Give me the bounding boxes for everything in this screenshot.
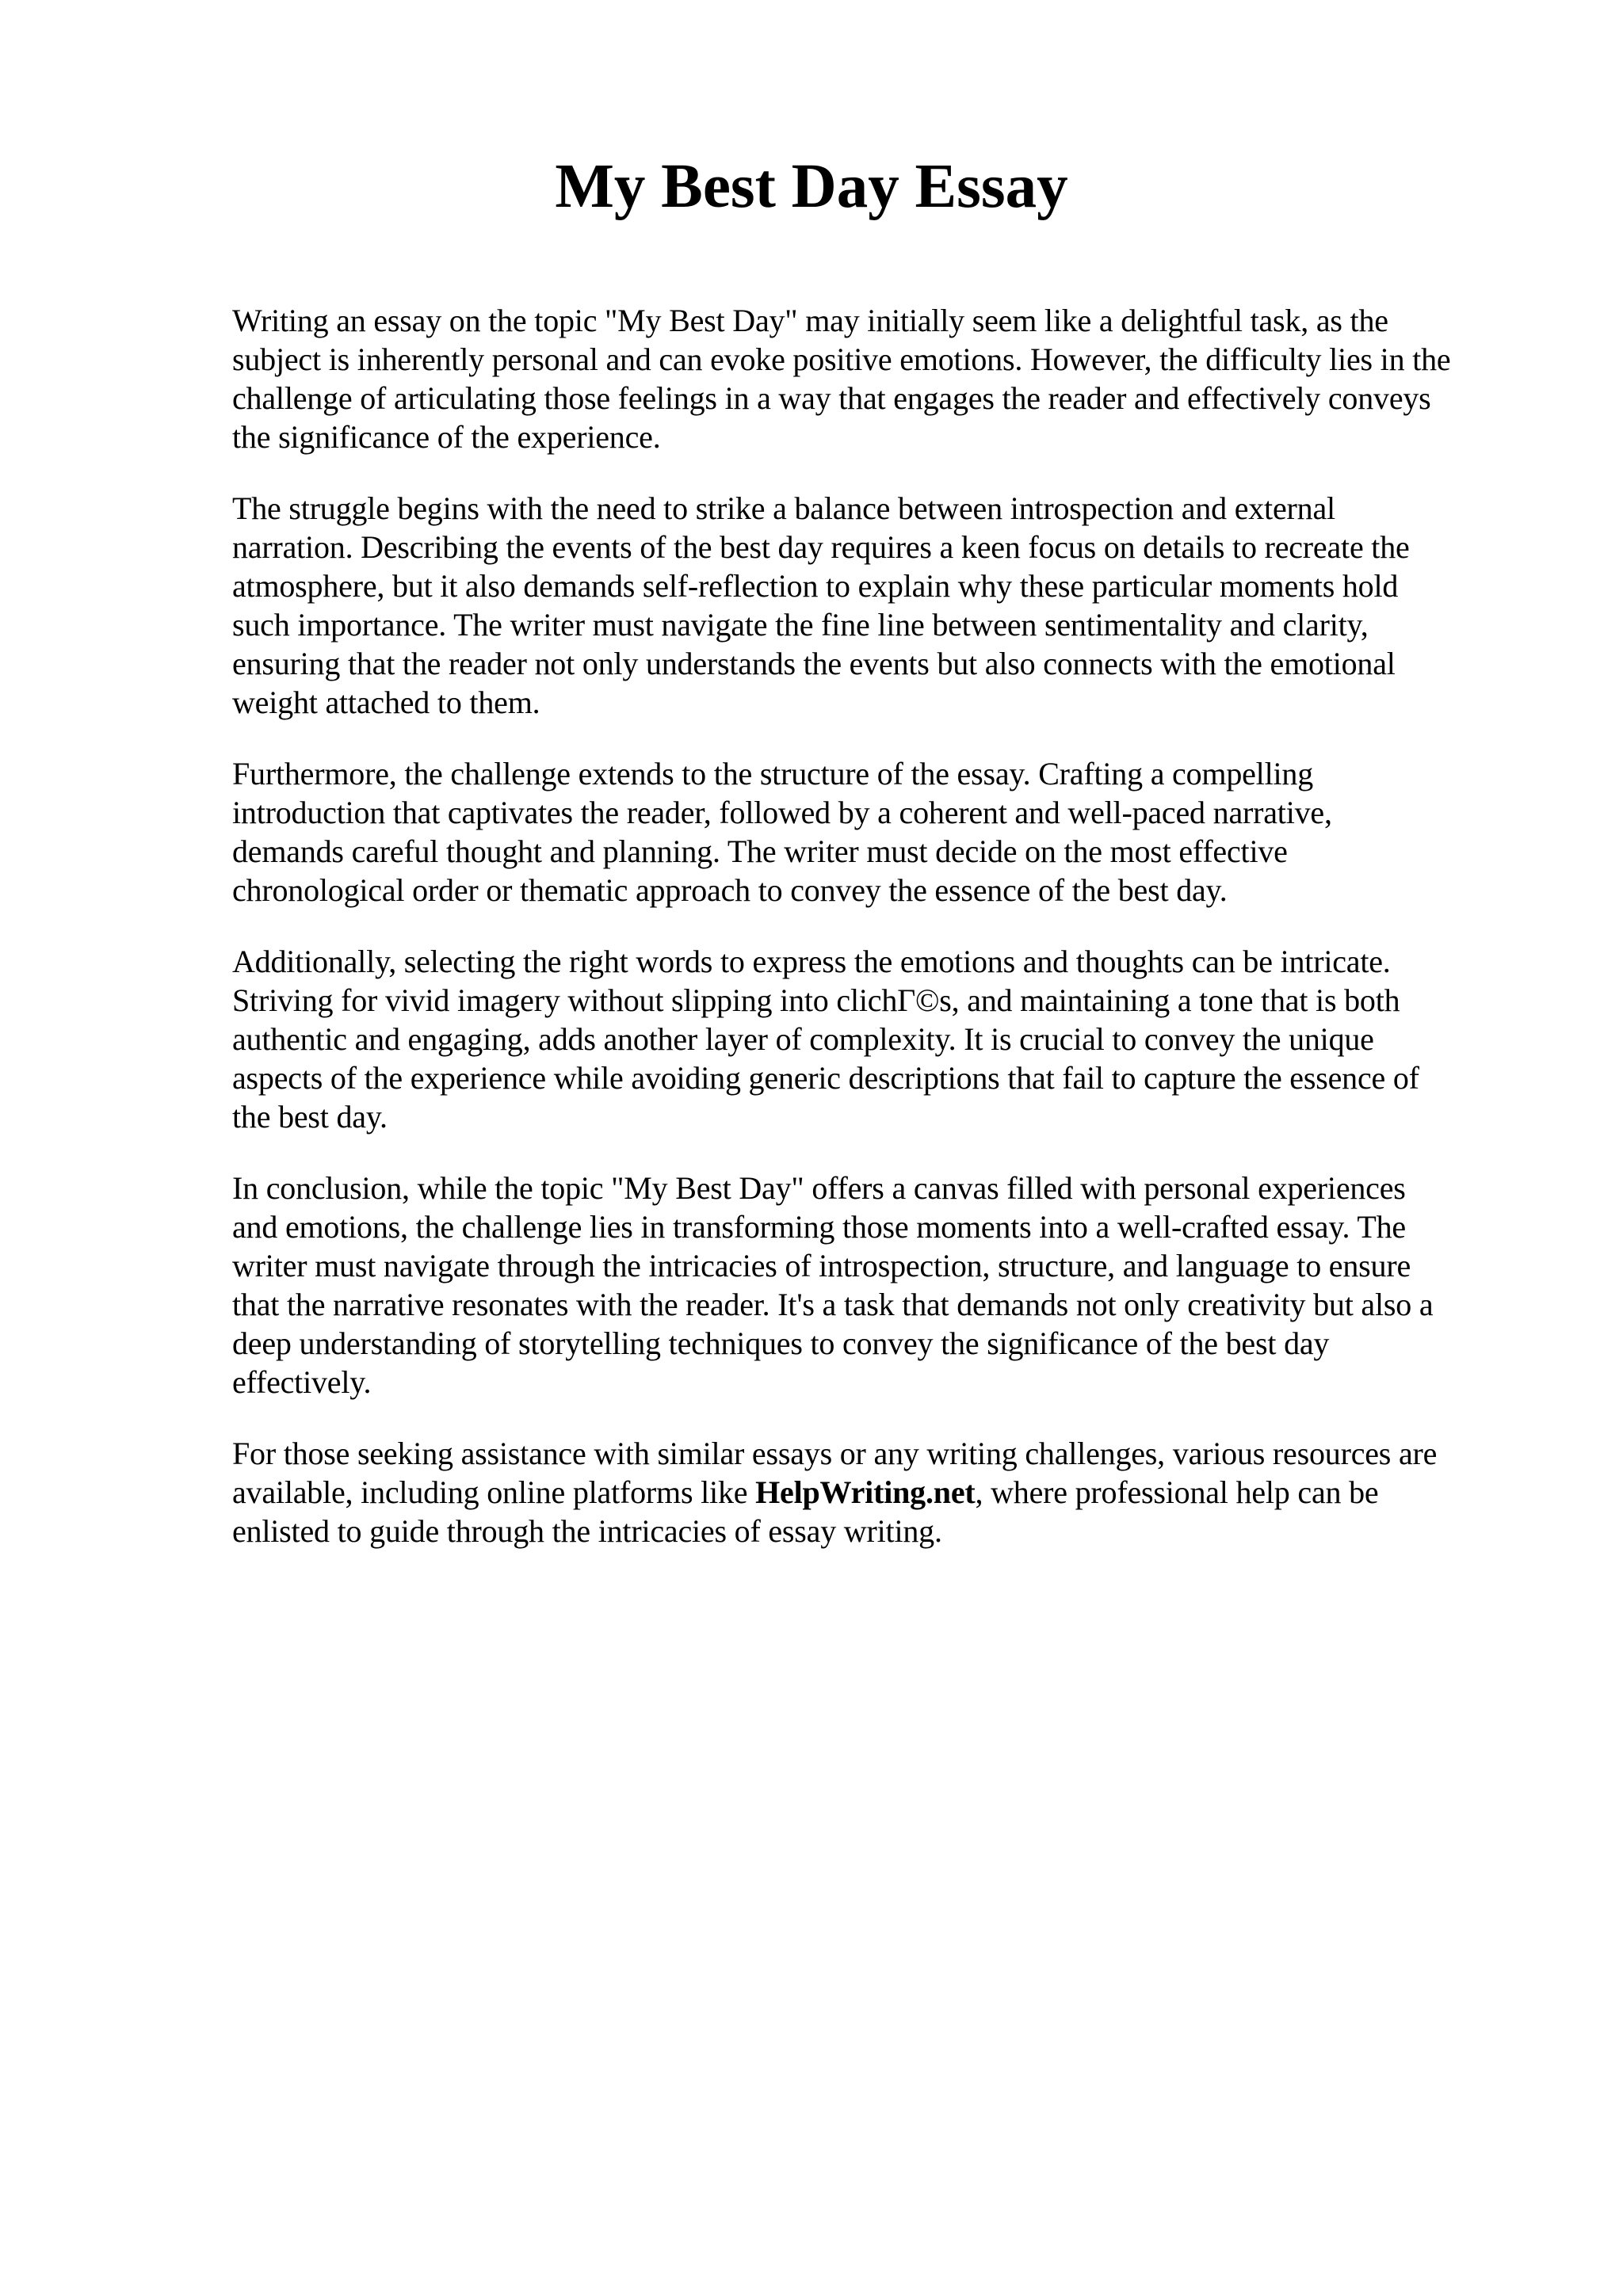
paragraph-1 <box>232 301 1532 456</box>
text-segment: , where professional help can be <box>975 1474 1379 1510</box>
text-segment: available, including online platforms like <box>232 1474 756 1510</box>
text-line: Striving for vivid imagery without slipping into clichГ©s, and maintaining a tone that is both <box>232 982 1400 1018</box>
text-line: and emotions, the challenge lies in transforming those moments into a well-crafted essay. The <box>232 1209 1406 1245</box>
page-title: My Best Day Essay <box>555 152 1068 221</box>
text-line: atmosphere, but it also demands self-reflection to explain why these particular moments hold <box>232 568 1399 604</box>
text-line: The struggle begins with the need to strike a balance between introspection and external <box>232 490 1335 526</box>
text-line: Additionally, selecting the right words to express the emotions and thoughts can be intricate. <box>232 944 1391 979</box>
paragraph-4 <box>232 942 1532 1136</box>
text-line: effectively. <box>232 1364 372 1400</box>
text-line: introduction that captivates the reader, followed by a coherent and well-paced narrative, <box>232 795 1332 830</box>
text-line: weight attached to them. <box>232 685 540 720</box>
text-line: that the narrative resonates with the reader. It's a task that demands not only creativity but also a <box>232 1287 1434 1322</box>
helpwriting-brand-name: HelpWriting.net <box>755 1474 976 1510</box>
essay-body <box>232 301 1532 1583</box>
text-line: subject is inherently personal and can evoke positive emotions. However, the difficulty lies in the <box>232 341 1451 377</box>
text-line: narration. Describing the events of the best day requires a keen focus on details to recreate the <box>232 529 1410 565</box>
text-line: Writing an essay on the topic "My Best Day" may initially seem like a delightful task, as the <box>232 303 1388 338</box>
text-line: ensuring that the reader not only understands the events but also connects with the emotional <box>232 646 1396 681</box>
text-line: demands careful thought and planning. The writer must decide on the most effective <box>232 833 1288 869</box>
text-line: chronological order or thematic approach to convey the essence of the best day. <box>232 872 1228 908</box>
text-line: the significance of the experience. <box>232 419 661 455</box>
text-line: Furthermore, the challenge extends to the structure of the essay. Crafting a compelling <box>232 756 1314 791</box>
text-line: authentic and engaging, adds another layer of complexity. It is crucial to convey the unique <box>232 1021 1374 1057</box>
paragraph-2 <box>232 489 1532 722</box>
text-line: For those seeking assistance with similar essays or any writing challenges, various resources are <box>232 1436 1438 1471</box>
text-line: writer must navigate through the intricacies of introspection, structure, and language to ensure <box>232 1248 1411 1283</box>
text-line: deep understanding of storytelling techniques to convey the significance of the best day <box>232 1325 1330 1361</box>
paragraph-5 <box>232 1169 1532 1402</box>
text-line: such importance. The writer must navigate the fine line between sentimentality and clarity, <box>232 607 1369 643</box>
text-line: enlisted to guide through the intricacies of essay writing. <box>232 1513 942 1549</box>
paragraph-closing <box>232 1434 1532 1550</box>
text-line: the best day. <box>232 1099 388 1135</box>
text-line: aspects of the experience while avoiding generic descriptions that fail to capture the essence of <box>232 1060 1419 1096</box>
text-line: In conclusion, while the topic "My Best Day" offers a canvas filled with personal experiences <box>232 1170 1406 1206</box>
paragraph-3 <box>232 754 1532 910</box>
text-line-with-brand <box>232 1473 1532 1512</box>
text-line: challenge of articulating those feelings in a way that engages the reader and effectively conveys <box>232 380 1431 416</box>
